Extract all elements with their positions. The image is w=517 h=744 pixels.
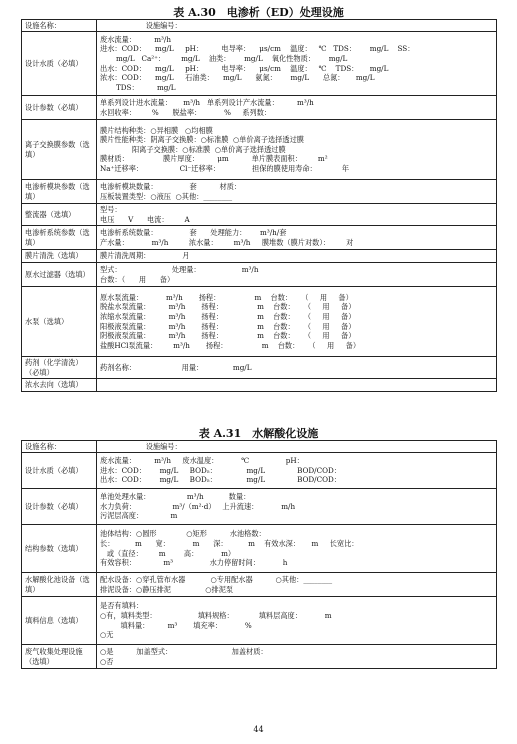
field-line: 压板装置类型：○液压 ○其他：________ [100, 191, 233, 201]
field-line: 台数：（ 用 备） [100, 274, 175, 284]
form-row [22, 453, 497, 489]
row-content [97, 645, 497, 669]
row-content [97, 226, 497, 250]
field-line: mg/L Ca²⁺： mg/L 油类： mg/L 氧化性物质： mg/L [100, 53, 348, 63]
page-number: 44 [253, 725, 264, 734]
field-line: 池体结构：○圆形 ○矩形 水池格数： [100, 529, 266, 539]
field-line: 单系列设计进水流量： m³/h 单系列设计产水流量： m³/h [100, 97, 314, 107]
row-content [97, 525, 497, 573]
form-row [22, 357, 497, 379]
field-line: 是否有填料： [100, 601, 144, 611]
form-row [22, 441, 497, 453]
row-content [97, 287, 497, 357]
form-row [22, 180, 497, 204]
field-line: 长： m 宽： m 深： m 有效水深： m 长宽比： [100, 538, 359, 548]
form-row [22, 120, 497, 180]
row-content [97, 597, 497, 645]
field-line: 型式： 处理量： m³/h [100, 264, 259, 274]
row-content [97, 20, 497, 32]
form-row [22, 645, 497, 669]
row-label: 整流器（选填） [22, 204, 97, 226]
row-content [97, 489, 497, 525]
form-row [22, 226, 497, 250]
field-line: 阳极液泵流量： m³/h 扬程： m 台数： （ 用 备） [100, 321, 356, 331]
row-label: 设计参数（必填） [22, 489, 97, 525]
field-line: 进水：COD： mg/L BOD₅： mg/L BOD/COD： [100, 465, 341, 475]
row-label: 浓水去向（选填） [22, 379, 97, 392]
row-label: 设计参数（必填） [22, 96, 97, 120]
form-row [22, 250, 497, 263]
field-line: 排泥设备：○静压排泥 ○排泥泵 [100, 584, 234, 594]
field-line: 盐酸HCl泵流量： m³/h 扬程： m 台数： （ 用 备） [100, 340, 361, 350]
field-line: 或（直径： m 高： m） [100, 548, 236, 558]
field-line: 原水泵流量： m³/h 扬程： m 台数： （ 用 备） [100, 292, 353, 302]
row-label: 设施名称： [22, 20, 97, 32]
row-content [97, 32, 497, 96]
field-line: 废水流量： m³/h [100, 34, 171, 44]
row-content [97, 250, 497, 263]
field-line: 出水：COD： mg/L BOD₅： mg/L BOD/COD： [100, 475, 341, 485]
field-line: 电渗析模块数量： 套 材质： [100, 181, 242, 191]
row-label: 设计水质（必填） [22, 453, 97, 489]
field-line: Na⁺迁移率： Cl⁻迁移率： 担保的膜使用寿命： 年 [100, 163, 350, 173]
form-row [22, 96, 497, 120]
field-line: 膜片清洗周期： 月 [100, 251, 190, 261]
form-row [22, 20, 497, 32]
form-row [22, 597, 497, 645]
row-content [97, 379, 497, 392]
field-line: 脱盐水泵流量： m³/h 扬程： m 台数： （ 用 备） [100, 302, 356, 312]
field-line: 药剂名称： 用量： mg/L [100, 362, 252, 372]
row-content [97, 120, 497, 180]
field-line: 配水设备：○穿孔管布水器 ○专用配水器 ○其他：________ [100, 574, 333, 584]
field-line: ○无 [100, 630, 114, 640]
field-line: 废水流量： m³/h 废水温度： ℃ pH： [100, 456, 304, 466]
field-line: 膜片性能种类：阴离子交换膜：○标准膜 ○单价离子选择透过膜 [100, 135, 304, 145]
form-row [22, 32, 497, 96]
row-label: 膜片清洗（选填） [22, 250, 97, 263]
form-row [22, 379, 497, 392]
table-a31-title: 表 A.31 水解酸化设施 [198, 427, 319, 440]
field-line: ○是 加盖型式： 加盖材质： [100, 646, 268, 656]
row-content [97, 263, 497, 287]
row-label: 设施名称： [22, 441, 97, 453]
field-line: ○否 [100, 656, 114, 666]
row-content [97, 204, 497, 226]
form-row [22, 489, 497, 525]
field-line: 型号： [100, 204, 122, 214]
field-line: 出水：COD： mg/L pH： 电导率： μs/cm 温度： ℃ TDS： mg/L [100, 63, 389, 73]
row-label: 设计水质（必填） [22, 32, 97, 96]
row-content [97, 96, 497, 120]
field-line: 膜材质： 膜片厚度： μm 单片膜表面积： m² [100, 154, 328, 164]
row-label: 结构参数（选填） [22, 525, 97, 573]
ed-facility-table [21, 19, 497, 392]
field-line: 水力负荷： m³/（m²·d） 上升流速： m/h [100, 501, 296, 511]
field-line: 浓水：COD： mg/L 石油类： mg/L 氨氮： mg/L 总氮： mg/L [100, 73, 375, 83]
field-line: 设施编号： [100, 441, 182, 451]
field-line: 产水量： m³/h 浓水量： m³/h 膜堆数（膜片对数）： 对 [100, 237, 354, 247]
field-line: 单池处理水量： m³/h 数量： [100, 492, 251, 502]
row-content [97, 453, 497, 489]
row-label: 离子交换膜参数（选填） [22, 120, 97, 180]
form-row [22, 573, 497, 597]
form-row [22, 263, 497, 287]
row-label: 原水过滤器（选填） [22, 263, 97, 287]
field-line: 阴极液泵流量： m³/h 扬程： m 台数： （ 用 备） [100, 331, 356, 341]
row-label: 药剂（化学清洗）（必填） [22, 357, 97, 379]
field-line: 膜片结构种类：○异相膜 ○均相膜 [100, 125, 213, 135]
field-line: 进水：COD： mg/L pH： 电导率： μs/cm 温度： ℃ TDS： mg/L SS： [100, 44, 415, 54]
field-line: 污泥层高度： m [100, 511, 178, 521]
table-a30-title: 表 A.30 电渗析（ED）处理设施 [173, 6, 344, 19]
field-line: 阳离子交换膜：○标准膜 ○单价离子选择透过膜 [100, 144, 286, 154]
row-content [97, 357, 497, 379]
row-content [97, 441, 497, 453]
row-label: 电渗析模块参数（选填） [22, 180, 97, 204]
hydrolysis-acidification-table [21, 440, 497, 669]
row-label: 电渗析系统参数（选填） [22, 226, 97, 250]
row-label: 水泵（选填） [22, 287, 97, 357]
field-line: 填料量： m³ 填充率： % [100, 620, 252, 630]
form-row [22, 204, 497, 226]
row-content [97, 573, 497, 597]
field-line: 有效容积： m³ 水力停留时间： h [100, 558, 288, 568]
field-line: 电渗析系统数量： 套 处理能力： m³/h/套 [100, 227, 287, 237]
row-label: 废气收集处理设施（选填） [22, 645, 97, 669]
field-line: ○有，填料类型： 填料规格： 填料层高度： m [100, 610, 332, 620]
form-row [22, 525, 497, 573]
field-line: 设施编号： [100, 20, 182, 30]
field-line: 电压 V 电流： A [100, 214, 190, 224]
row-label: 水解酸化池设备（选填） [22, 573, 97, 597]
form-row [22, 287, 497, 357]
field-line: 水回收率： % 脱盐率： % 系列数： [100, 107, 272, 117]
field-line: TDS： mg/L [100, 82, 176, 92]
field-line: 浓缩水泵流量： m³/h 扬程： m 台数： （ 用 备） [100, 311, 356, 321]
row-content [97, 180, 497, 204]
row-label: 填料信息（选填） [22, 597, 97, 645]
